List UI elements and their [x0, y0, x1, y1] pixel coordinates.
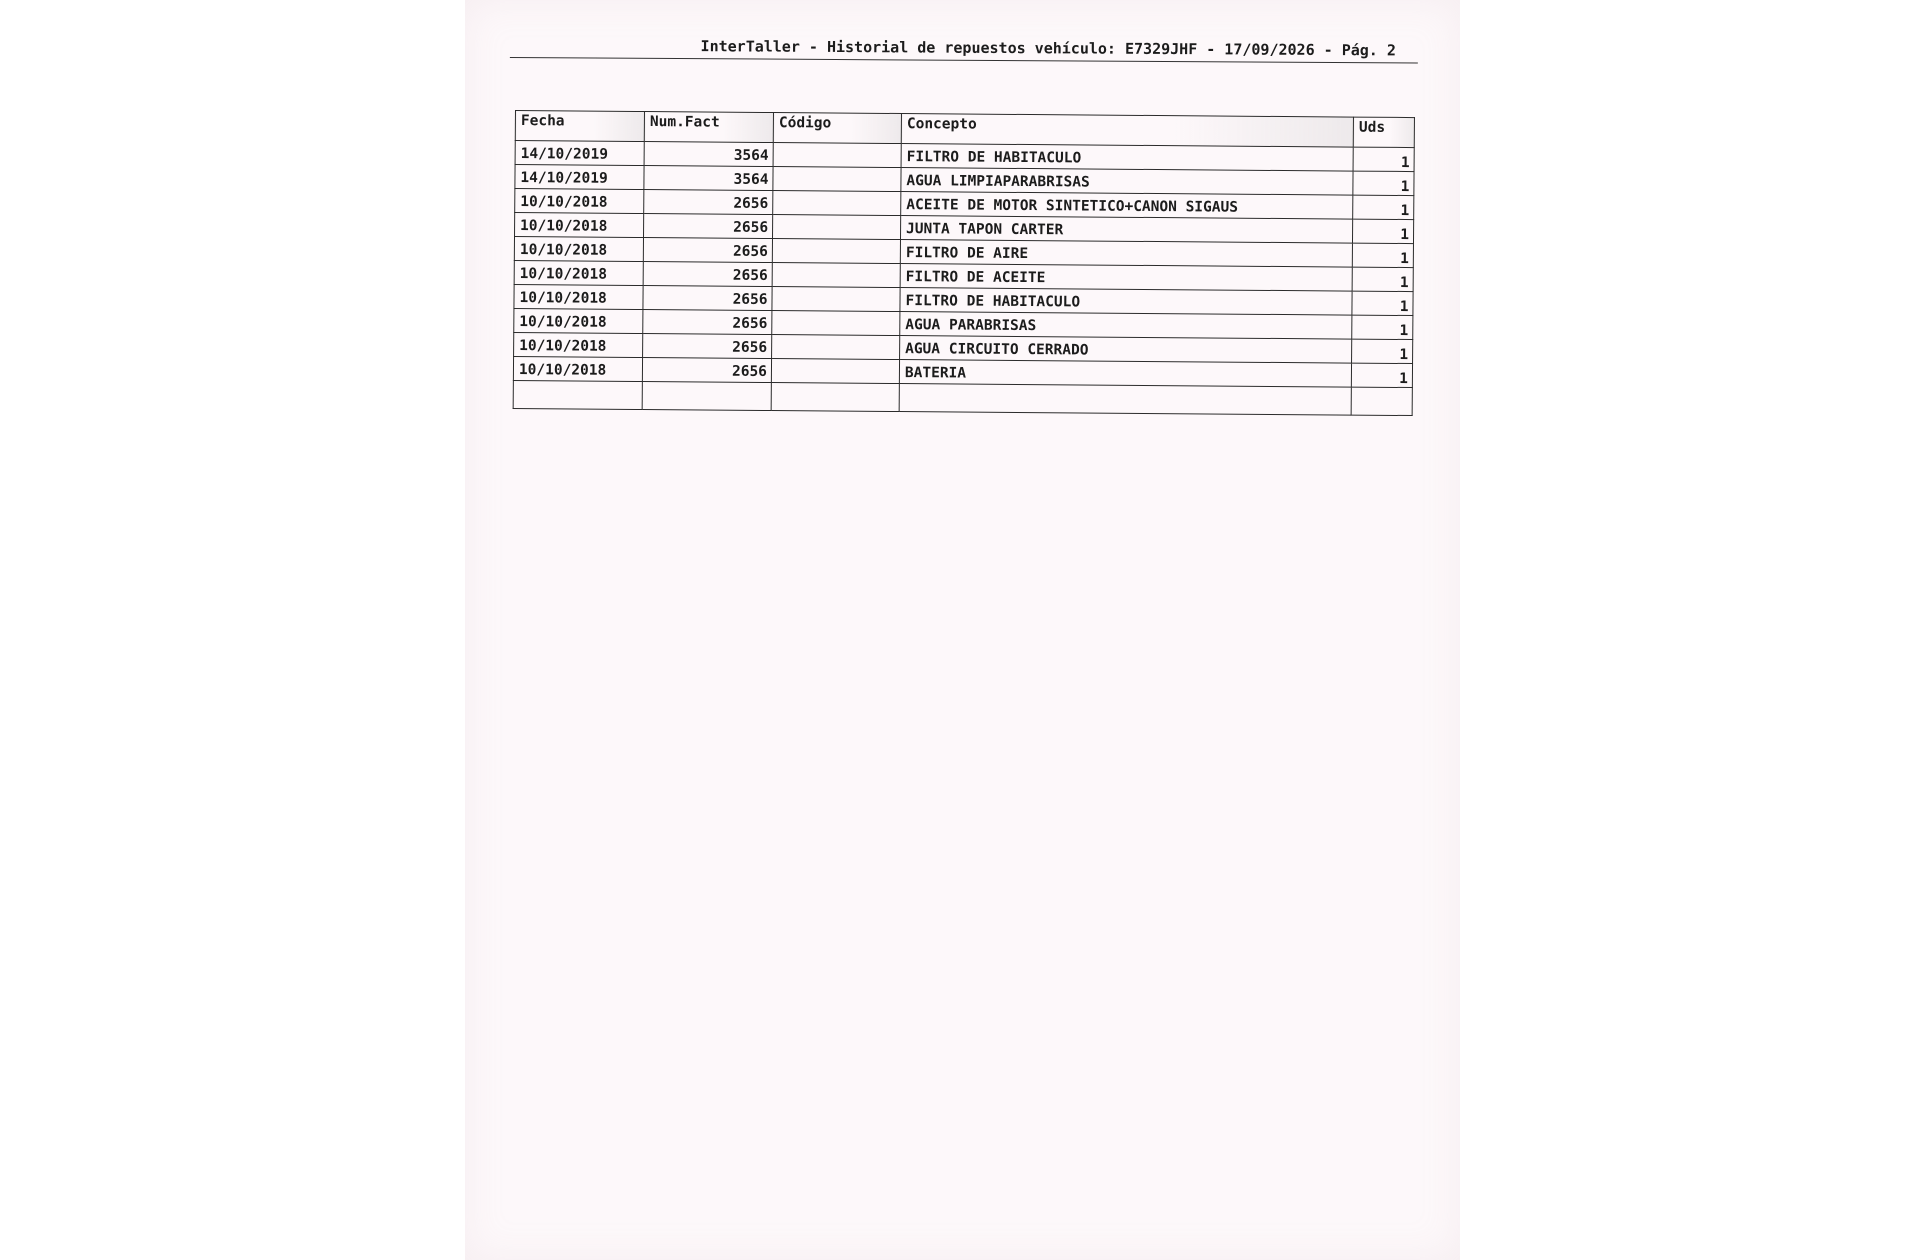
column-header-uds: Uds — [1353, 117, 1414, 147]
empty-cell — [1351, 387, 1412, 415]
cell-concepto: AGUA CIRCUITO CERRADO — [900, 336, 1352, 364]
cell-concepto: ACEITE DE MOTOR SINTETICO+CANON SIGAUS — [901, 192, 1353, 220]
cell-num-fact: 2656 — [643, 286, 772, 311]
cell-fecha: 10/10/2018 — [514, 284, 643, 309]
cell-codigo — [772, 263, 900, 288]
cell-fecha: 10/10/2018 — [513, 356, 642, 381]
table-body — [513, 141, 1414, 416]
header-title: InterTaller - Historial de repuestos vehículo: E7329JHF - 17/09/2026 - Pág. 2 — [700, 37, 1396, 60]
cell-uds: 1 — [1353, 171, 1414, 195]
cell-uds: 1 — [1352, 219, 1413, 243]
cell-fecha: 14/10/2019 — [515, 141, 644, 166]
cell-codigo — [772, 239, 900, 264]
column-header-fecha: Fecha — [515, 111, 644, 142]
cell-uds: 1 — [1352, 315, 1413, 339]
cell-num-fact: 2656 — [643, 334, 772, 359]
cell-codigo — [771, 359, 899, 384]
cell-uds: 1 — [1353, 147, 1414, 171]
cell-num-fact: 2656 — [643, 310, 772, 335]
column-header-concepto: Concepto — [901, 114, 1353, 148]
cell-num-fact: 2656 — [643, 238, 772, 263]
empty-cell — [642, 382, 771, 411]
cell-uds: 1 — [1352, 243, 1413, 267]
column-header-num-fact: Num.Fact — [644, 112, 773, 143]
empty-cell — [513, 380, 642, 409]
cell-codigo — [772, 335, 900, 360]
parts-history-table — [513, 110, 1415, 416]
cell-uds: 1 — [1352, 339, 1413, 363]
cell-concepto: JUNTA TAPON CARTER — [900, 216, 1352, 244]
page-header — [510, 36, 1418, 64]
cell-uds: 1 — [1351, 363, 1412, 387]
cell-uds: 1 — [1352, 267, 1413, 291]
cell-fecha: 10/10/2018 — [515, 189, 644, 214]
cell-uds: 1 — [1353, 195, 1414, 219]
table-row-empty — [513, 380, 1412, 415]
cell-fecha: 10/10/2018 — [514, 260, 643, 285]
cell-fecha: 14/10/2019 — [515, 165, 644, 190]
cell-num-fact: 2656 — [644, 214, 773, 239]
cell-uds: 1 — [1352, 291, 1413, 315]
empty-cell — [771, 383, 899, 412]
cell-codigo — [772, 215, 900, 240]
empty-cell — [899, 384, 1351, 416]
cell-concepto: BATERIA — [899, 360, 1351, 388]
cell-concepto: AGUA PARABRISAS — [900, 312, 1352, 340]
cell-fecha: 10/10/2018 — [514, 308, 643, 333]
cell-num-fact: 2656 — [643, 262, 772, 287]
column-header-codigo: Código — [773, 113, 901, 144]
cell-num-fact: 2656 — [642, 358, 771, 383]
cell-concepto: FILTRO DE ACEITE — [900, 264, 1352, 292]
cell-concepto: FILTRO DE HABITACULO — [900, 288, 1352, 316]
cell-concepto: FILTRO DE HABITACULO — [901, 144, 1353, 172]
cell-codigo — [772, 287, 900, 312]
cell-fecha: 10/10/2018 — [514, 237, 643, 262]
printed-page — [465, 0, 1460, 1260]
cell-concepto: AGUA LIMPIAPARABRISAS — [901, 168, 1353, 196]
cell-codigo — [773, 191, 901, 216]
cell-fecha: 10/10/2018 — [514, 332, 643, 357]
cell-num-fact: 3564 — [644, 142, 773, 167]
cell-concepto: FILTRO DE AIRE — [900, 240, 1352, 268]
cell-codigo — [772, 311, 900, 336]
cell-codigo — [773, 143, 901, 168]
cell-codigo — [773, 167, 901, 192]
cell-num-fact: 3564 — [644, 166, 773, 191]
cell-fecha: 10/10/2018 — [515, 213, 644, 238]
cell-num-fact: 2656 — [644, 190, 773, 215]
